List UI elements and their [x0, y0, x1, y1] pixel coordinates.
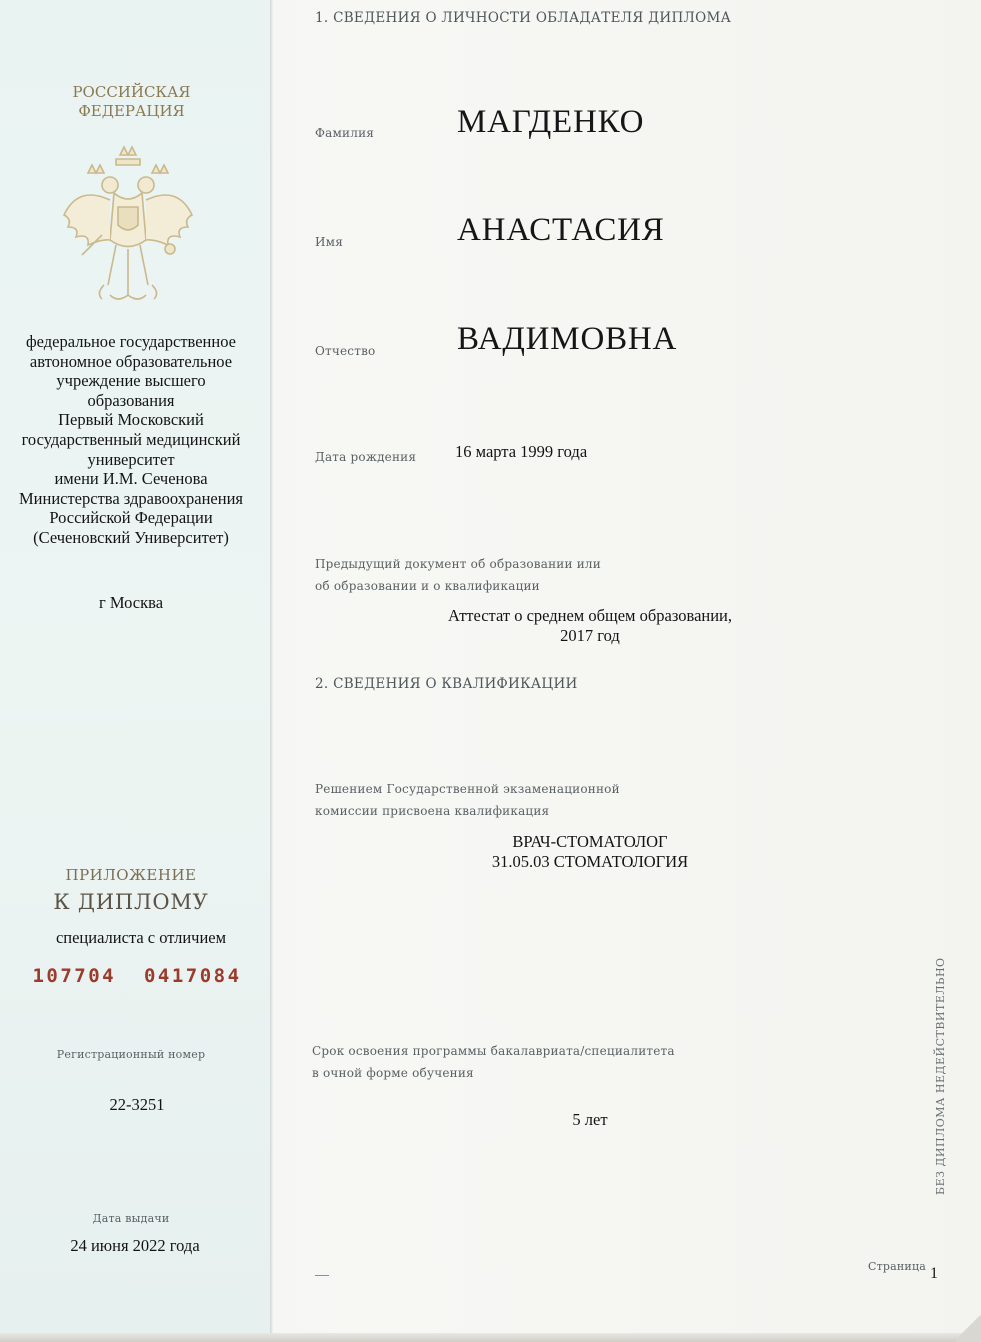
term-label-line: Срок освоения программы бакалавриата/специалитета: [312, 1044, 675, 1058]
qualification-value: [430, 832, 750, 872]
bottom-edge: [0, 1333, 981, 1342]
organization-name: [0, 332, 262, 548]
page-fold: [270, 0, 273, 1342]
qual-value-line: 31.05.03 СТОМАТОЛОГИЯ: [491, 852, 689, 871]
surname-label: Фамилия: [315, 126, 375, 140]
country-title: [40, 83, 223, 121]
prev-doc-label-line: Предыдущий документ об образовании или: [315, 557, 601, 571]
issue-date-label: Дата выдачи: [92, 1212, 170, 1225]
name-label: Имя: [315, 235, 343, 249]
birth-date-label: Дата рождения: [315, 450, 417, 464]
country-line-2: ФЕДЕРАЦИЯ: [78, 102, 185, 120]
previous-document-label: [315, 553, 601, 597]
degree-type: специалиста с отличием: [55, 928, 227, 947]
org-line: Российской Федерации: [49, 508, 213, 528]
coat-of-arms-emblem: [58, 145, 198, 310]
birth-date-value: 16 марта 1999 года: [455, 442, 588, 461]
surname-value: МАГДЕНКО: [457, 104, 645, 140]
org-line: государственный медицинский: [21, 429, 241, 449]
registration-number: 22-3251: [109, 1095, 165, 1114]
name-value: АНАСТАСИЯ: [457, 212, 665, 248]
org-line: федеральное государственное: [25, 332, 236, 351]
city: г Москва: [98, 593, 164, 612]
study-term-value: 5 лет: [572, 1110, 608, 1129]
annex-title-line1: ПРИЛОЖЕНИЕ: [65, 866, 197, 884]
invalid-without-diploma-note: БЕЗ ДИПЛОМА НЕДЕЙСТВИТЕЛЬНО: [934, 957, 947, 1195]
section2-heading: 2. СВЕДЕНИЯ О КВАЛИФИКАЦИИ: [315, 676, 578, 692]
org-line: Первый Московский: [58, 410, 204, 430]
org-line: автономное образовательное: [29, 351, 233, 371]
term-label-line: в очной форме обучения: [312, 1066, 474, 1080]
qual-label-line: Решением Государственной экзаменационной: [315, 782, 620, 796]
org-line: учреждение высшего: [56, 371, 206, 391]
org-line: (Сеченовский Университет): [33, 527, 229, 547]
page-corner: [956, 1312, 981, 1342]
qual-label-line: комиссии присвоена квалификация: [315, 804, 550, 818]
previous-document-value: [420, 606, 760, 646]
page-number: 1: [930, 1265, 938, 1282]
patronymic-label: Отчество: [315, 344, 376, 358]
registration-label: Регистрационный номер: [56, 1048, 206, 1061]
org-line: имени И.М. Сеченова: [54, 469, 208, 489]
section1-heading: 1. СВЕДЕНИЯ О ЛИЧНОСТИ ОБЛАДАТЕЛЯ ДИПЛОМА: [315, 10, 732, 26]
qualification-label: [315, 778, 620, 822]
page-label: Страница: [868, 1260, 926, 1273]
prev-doc-value-line: Аттестат о среднем общем образовании,: [447, 606, 733, 625]
bottom-rule: [315, 1275, 329, 1276]
org-line: Министерства здравоохранения: [18, 488, 243, 508]
annex-title-line2: К ДИПЛОМУ: [53, 890, 209, 914]
country-line-1: РОССИЙСКАЯ: [72, 83, 191, 101]
patronymic-value: ВАДИМОВНА: [457, 321, 678, 357]
issue-date: 24 июня 2022 года: [70, 1236, 200, 1255]
qual-value-line: ВРАЧ-СТОМАТОЛОГ: [512, 832, 668, 851]
org-line: университет: [87, 449, 175, 469]
org-line: образования: [87, 390, 175, 410]
prev-doc-label-line: об образовании и о квалификации: [315, 579, 540, 593]
prev-doc-value-line: 2017 год: [560, 626, 620, 645]
study-term-label: [312, 1040, 675, 1084]
serial-number: 107704 0417084: [32, 965, 242, 987]
